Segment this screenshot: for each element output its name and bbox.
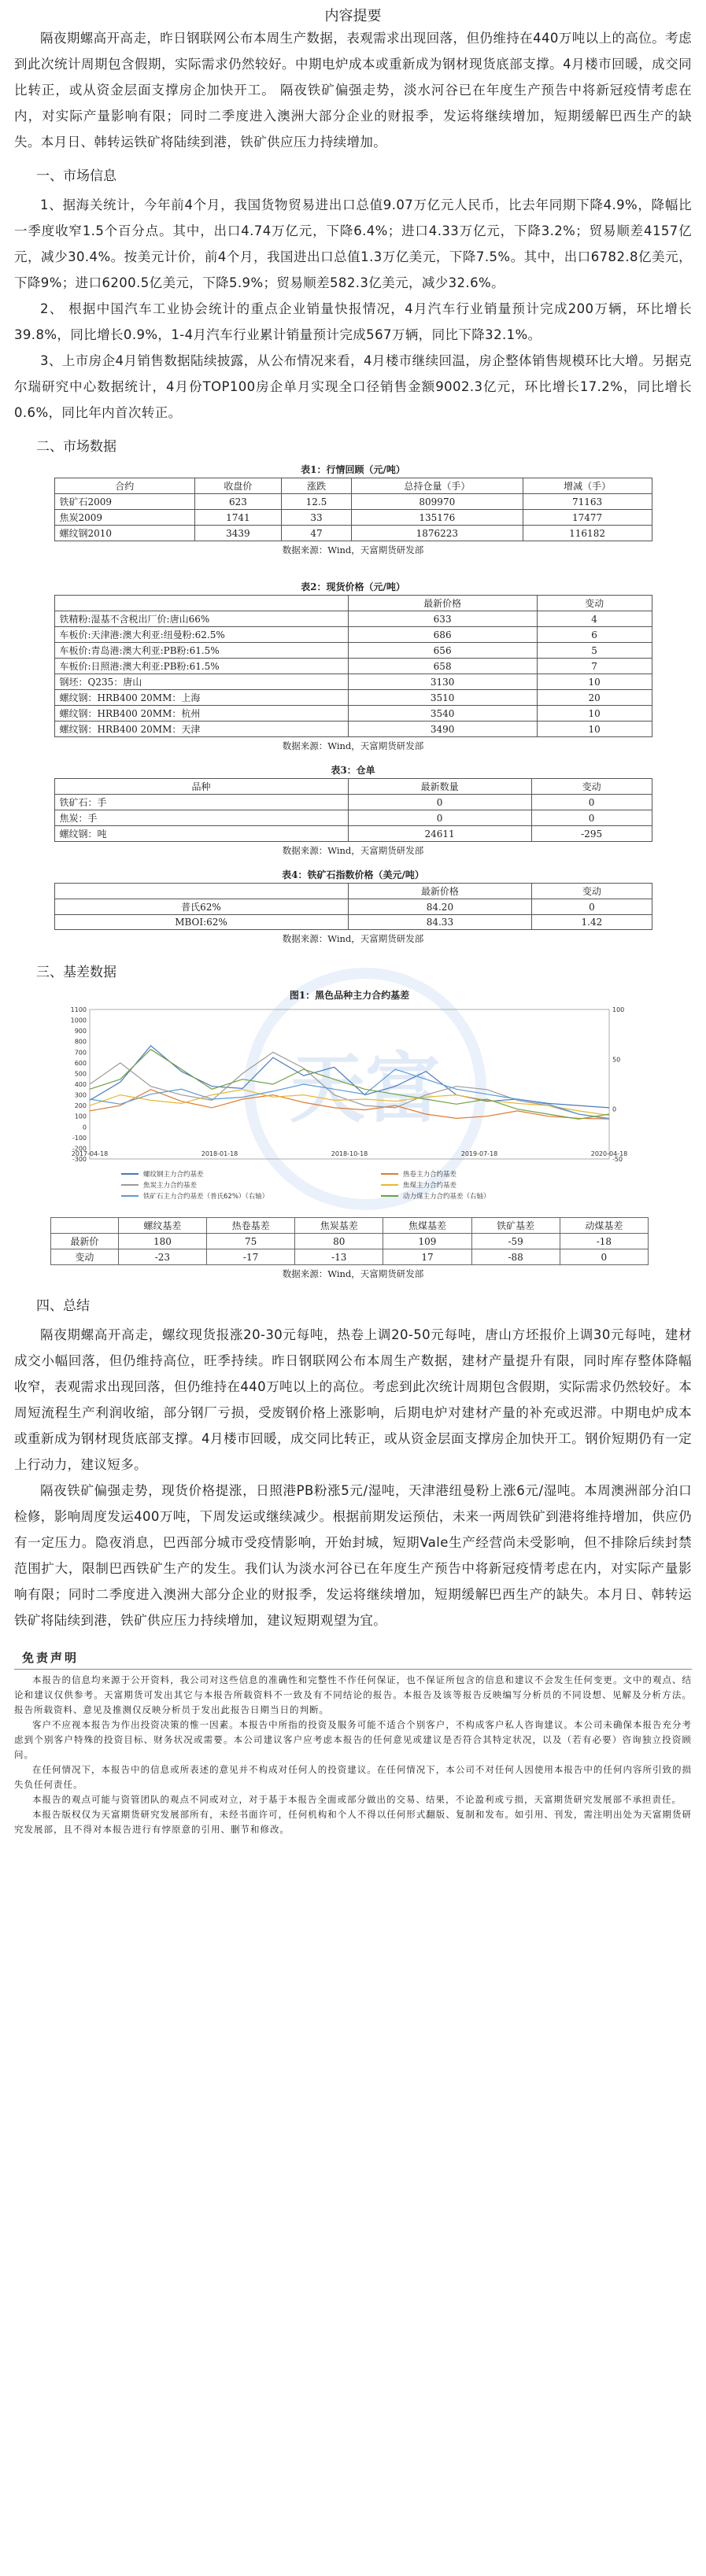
- table-cell: 0: [348, 810, 531, 826]
- disclaimer-paragraph: 本报告的观点可能与资管团队的观点不同或对立，对于基于本报告全面或部分做出的交易、结果，不论盈利或亏损，天富期货研究发展部不承担责任。: [32, 1794, 682, 1805]
- warehouse-receipt-table: [54, 778, 652, 842]
- legend-label: 焦煤主力合约基差: [403, 1182, 457, 1190]
- page-title: 内容提要: [324, 8, 382, 24]
- table-cell: MBOI:62%: [54, 915, 348, 930]
- iron-ore-index-table: [54, 883, 652, 930]
- table-cell: 3130: [348, 674, 537, 690]
- y-tick-label-right: 100: [612, 1006, 625, 1013]
- spot-price-table: [54, 595, 652, 737]
- section-heading-summary: 四、总结: [36, 1298, 90, 1314]
- table-cell: 12.5: [281, 494, 351, 510]
- table-cell: 最新价: [51, 1234, 119, 1249]
- legend-label: 焦炭主力合约基差: [143, 1182, 198, 1190]
- summary-paragraph: 隔夜铁矿偏强走势，现货价格提涨，日照港PB粉涨5元/湿吨，天津港纽曼粉上涨6元/湿吨。本周澳洲部分泊口检修，影响周度发运400万吨，下周发运或继续减少。根据前期发运预估，未来一两周铁矿到港将维持增加，供应仍有一定压力。隐夜消息，巴西部分城市受疫情影响，开始封城，短期Vale生产经营尚未受影响，但不排除后续封禁范围扩大，限制巴西铁矿生产的发生。我们认为淡水河谷已在年度生产预告中将新冠疫情考虑在内，对实际产量影响有限；同时二季度进入澳洲大部分企业的财报季，发运将继续增加，短期缓解巴西生产的缺失。本月日、韩转运铁矿将陆续到港，铁矿供应压力持续增加，建议短期观望为宜。: [14, 1483, 692, 1628]
- table-cell: -18: [560, 1234, 648, 1249]
- y-tick-label-left: 900: [74, 1028, 87, 1035]
- table-row: [54, 643, 652, 659]
- table-cell: 116182: [523, 526, 652, 541]
- table-header-cell: 增减（手）: [523, 478, 652, 494]
- y-tick-label-left: -100: [72, 1134, 87, 1142]
- table-cell: 铁矿石2009: [54, 494, 194, 510]
- table-cell: 螺纹钢2010: [54, 526, 194, 541]
- disclaimer-paragraph: 在任何情况下，本报告中的信息或所表述的意见并不构成对任何人的投资建议。在任何情况下，本公司不对任何人因使用本报告中的任何内容所引致的损失负任何责任。: [14, 1764, 692, 1790]
- table-cell: 车板价:青岛港:澳大利亚:PB粉:61.5%: [54, 643, 348, 659]
- table-cell: -88: [471, 1249, 560, 1265]
- table-header-cell: 最新数量: [348, 779, 531, 795]
- table-header-cell: 动煤基差: [560, 1218, 648, 1234]
- x-tick-label: 2020-04-18: [590, 1150, 628, 1157]
- table-cell: 84.33: [348, 915, 532, 930]
- table-cell: 623: [194, 494, 281, 510]
- table-header-row: [51, 1218, 649, 1234]
- table-cell: 10: [537, 722, 652, 737]
- table-header-cell: 螺纹基差: [118, 1218, 206, 1234]
- table-header-row: [54, 779, 652, 795]
- table-header-cell: [54, 596, 348, 611]
- table-header-cell: 收盘价: [194, 478, 281, 494]
- table-cell: 109: [383, 1234, 471, 1249]
- disclaimer-paragraph: 本报告的信息均来源于公开资料，我公司对这些信息的准确性和完整性不作任何保证，也不保证所包含的信息和建议不会发生任何变更。文中的观点、结论和建议仅供参考。天富期货可发出其它与本报告所载资料不一致及有不同结论的报告。本报告及该等报告反映编写分析员的不同设想、见解及分析方法。报告所载资料、意见及推测仅反映分析员于发出此报告日期当日的判断。: [14, 1674, 692, 1715]
- basis-chart: [50, 988, 649, 1217]
- table-cell: 0: [348, 795, 531, 810]
- table-cell: 17: [383, 1249, 471, 1265]
- disclaimer-title: 免责声明: [22, 1651, 79, 1665]
- table-row: [54, 526, 652, 541]
- table-cell: 47: [281, 526, 351, 541]
- divider: [14, 1669, 692, 1670]
- table-cell: -13: [295, 1249, 383, 1265]
- table-caption: 表2：现货价格（元/吨）: [301, 581, 405, 592]
- table-caption: 表1：行情回顾（元/吨）: [301, 464, 405, 475]
- table-cell: 0: [560, 1249, 648, 1265]
- legend-label: 铁矿石主力合约基差（普氏62%）（右轴）: [143, 1193, 269, 1201]
- market-info-paragraph: 1、据海关统计，今年前4个月，我国货物贸易进出口总值9.07万亿元人民币，比去年同期下降4.9%，降幅比一季度收窄1.5个百分点。其中，出口4.74万亿元，下降6.4%；进口4.33万亿元，下降3.2%；贸易顺差4157亿元，减少30.4%。按美元计价，前4个月，我国进出口总值1.3万亿美元，下降7.5%。其中，出口6782.8亿美元，下降9%；进口6200.5亿美元，下降5.9%；贸易顺差582.3亿美元，减少32.6%。: [14, 197, 692, 290]
- market-info-paragraph: 3、上市房企4月销售数据陆续披露，从公布情况来看，4月楼市继续回温，房企整体销售规模环比大增。另据克尔瑞研究中心数据统计，4月份TOP100房企单月实现全口径销售金额9002.3亿元，环比增长17.2%，同比增长0.6%，同比年内首次转正。: [14, 353, 692, 420]
- table-cell: 螺纹钢：HRB400 20MM：天津: [54, 722, 348, 737]
- table-cell: -23: [118, 1249, 206, 1265]
- table-cell: 0: [531, 795, 652, 810]
- table-cell: 180: [118, 1234, 206, 1249]
- table-cell: 84.20: [348, 899, 532, 915]
- table-cell: 螺纹钢：吨: [54, 826, 348, 842]
- y-tick-label-left: 700: [74, 1049, 87, 1057]
- legend-label: 螺纹钢主力合约基差: [143, 1171, 204, 1179]
- table-cell: 80: [295, 1234, 383, 1249]
- table-cell: 3510: [348, 690, 537, 706]
- table-cell: 3490: [348, 722, 537, 737]
- section-heading-market-data: 二、市场数据: [36, 439, 116, 455]
- legend-label: 动力煤主力合约基差（右轴）: [403, 1193, 490, 1201]
- legend-label: 热卷主力合约基差: [403, 1171, 457, 1179]
- table-row: [54, 494, 652, 510]
- table-cell: 135176: [352, 510, 523, 526]
- table-cell: 20: [537, 690, 652, 706]
- data-source: 数据来源：Wind，天富期货研发部: [282, 1268, 424, 1279]
- disclaimer: [14, 1649, 692, 1837]
- table-row: [51, 1234, 649, 1249]
- table-cell: 变动: [51, 1249, 119, 1265]
- table-cell: 633: [348, 611, 537, 627]
- table-cell: 24611: [348, 826, 531, 842]
- table-cell: 17477: [523, 510, 652, 526]
- y-tick-label-left: 300: [74, 1091, 87, 1099]
- table-cell: 71163: [523, 494, 652, 510]
- table-row: [54, 810, 652, 826]
- report: [14, 0, 692, 1837]
- table-row: [54, 510, 652, 526]
- table-row: [54, 915, 652, 930]
- x-tick-label: 2018-10-18: [331, 1150, 368, 1157]
- y-tick-label-left: 600: [74, 1059, 87, 1067]
- table-row: [54, 795, 652, 810]
- x-tick-label: 2018-01-18: [201, 1150, 238, 1157]
- table-header-cell: [51, 1218, 119, 1234]
- y-tick-label-left: -200: [72, 1145, 87, 1153]
- table-cell: 7: [537, 659, 652, 674]
- table-cell: 10: [537, 706, 652, 722]
- table-cell: 焦炭2009: [54, 510, 194, 526]
- data-source: 数据来源：Wind，天富期货研发部: [282, 845, 424, 856]
- table-cell: 焦炭：手: [54, 810, 348, 826]
- table-cell: 钢坯：Q235：唐山: [54, 674, 348, 690]
- table-cell: 螺纹钢：HRB400 20MM：杭州: [54, 706, 348, 722]
- data-source: 数据来源：Wind，天富期货研发部: [282, 933, 424, 944]
- table-header-cell: 铁矿基差: [471, 1218, 560, 1234]
- table-cell: 铁精粉:湿基不含税出厂价:唐山66%: [54, 611, 348, 627]
- table-caption: 表3：仓单: [331, 765, 375, 776]
- table-header-cell: [54, 884, 348, 899]
- table-header-row: [54, 596, 652, 611]
- table-cell: 普氏62%: [54, 899, 348, 915]
- table-cell: 1876223: [352, 526, 523, 541]
- y-tick-label-left: 1100: [70, 1006, 87, 1013]
- table-cell: 3540: [348, 706, 537, 722]
- table-header-cell: 最新价格: [348, 884, 532, 899]
- quote-review-table: [54, 478, 652, 541]
- y-tick-label-left: 200: [74, 1102, 87, 1110]
- table-header-cell: 品种: [54, 779, 348, 795]
- table-cell: -59: [471, 1234, 560, 1249]
- section-heading-basis: 三、基差数据: [36, 965, 116, 980]
- table-cell: 4: [537, 611, 652, 627]
- table-cell: 3439: [194, 526, 281, 541]
- y-tick-label-left: -300: [72, 1156, 87, 1163]
- table-row: [51, 1249, 649, 1265]
- table-cell: 33: [281, 510, 351, 526]
- series-line: [90, 1046, 609, 1108]
- disclaimer-paragraph: 客户不应视本报告为作出投资决策的惟一因素。本报告中所指的投资及服务可能不适合个别客户，不构成客户私人咨询建议。本公司未确保本报告充分考虑到个别客户特殊的投资目标、财务状况或需要。本公司建议客户应考虑本报告的任何意见或建议是否符合其特定状况，以及（若有必要）咨询独立投资顾问。: [14, 1719, 692, 1760]
- table-cell: 686: [348, 627, 537, 643]
- y-tick-label-left: 400: [74, 1081, 87, 1088]
- table-cell: 车板价:日照港:澳大利亚:PB粉:61.5%: [54, 659, 348, 674]
- data-source: 数据来源：Wind，天富期货研发部: [282, 544, 424, 555]
- table-cell: 6: [537, 627, 652, 643]
- table-header-cell: 变动: [531, 779, 652, 795]
- table-caption: 表4：铁矿石指数价格（美元/吨）: [282, 869, 424, 880]
- table-row: [54, 627, 652, 643]
- table-cell: 0: [531, 810, 652, 826]
- table-cell: 658: [348, 659, 537, 674]
- basis-chart-svg: [50, 1002, 649, 1214]
- section-heading-market-info: 一、市场信息: [36, 168, 116, 184]
- market-info-paragraph: 2、 根据中国汽车工业协会统计的重点企业销量快报情况，4月汽车行业销量预计完成200万辆，环比增长39.8%，同比增长0.9%，1-4月汽车行业累计销量预计完成567万辆，同比下降32.1%。: [14, 301, 692, 342]
- x-tick-label: 2017-04-18: [71, 1150, 109, 1157]
- table-cell: 5: [537, 643, 652, 659]
- table-cell: 螺纹钢：HRB400 20MM：上海: [54, 690, 348, 706]
- table-cell: 铁矿石：手: [54, 795, 348, 810]
- summary-paragraph: 隔夜期螺高开高走，昨日钢联网公布本周生产数据，表观需求出现回落，但仍维持在440万吨以上的高位。考虑到此次统计周期包含假期，实际需求仍然较好。中期电炉成本或重新成为钢材现货底部支撑。4月楼市回暖，成交同比转正，或从资金层面支撑房企加快开工。 隔夜铁矿偏强走势，淡水河谷已在年度生产预告中将新冠疫情考虑在内，对实际产量影响有限；同时二季度进入澳洲大部分企业的财报季，发运将继续增加，短期缓解巴西生产的缺失。本月日、韩转运铁矿将陆续到港，铁矿供应压力持续增加。: [14, 31, 692, 149]
- y-tick-label-right: -50: [612, 1156, 623, 1163]
- table-row: [54, 690, 652, 706]
- table-row: [54, 826, 652, 842]
- table-cell: 0: [532, 899, 652, 915]
- table-cell: 1.42: [532, 915, 652, 930]
- basis-table: [50, 1217, 649, 1265]
- chart-title: 图1：黑色品种主力合约基差: [289, 990, 410, 1001]
- table-header-cell: 合约: [54, 478, 194, 494]
- y-tick-label-left: 500: [74, 1070, 87, 1078]
- summary-paragraph: 隔夜期螺高开高走，螺纹现货报涨20-30元每吨，热卷上调20-50元每吨，唐山方坯报价上调30元每吨，建材成交小幅回落，但仍维持高位，旺季持续。昨日钢联网公布本周生产数据，建材产量提升有限，同时库存整体降幅收窄，表观需求出现回落，但仍维持在440万吨以上的高位。考虑到此次统计周期包含假期，实际需求仍然较好。本周短流程生产利润收缩，部分钢厂亏损，受废钢价格上涨影响，后期电炉对建材产量的补充或迟滞。中期电炉成本或重新成为钢材现货底部支撑。4月楼市回暖，成交同比转正，或从资金层面支撑房企加快开工。钢价短期仍有一定上行动力，建议短多。: [14, 1327, 692, 1472]
- y-tick-label-left: 0: [82, 1124, 87, 1131]
- watermark-logo: 天富: [244, 968, 486, 1210]
- y-tick-label-right: 0: [612, 1105, 617, 1113]
- table-row: [54, 722, 652, 737]
- y-tick-label-right: 50: [612, 1056, 621, 1064]
- x-tick-label: 2019-07-18: [460, 1150, 498, 1157]
- data-source: 数据来源：Wind，天富期货研发部: [282, 740, 424, 751]
- table-cell: -295: [531, 826, 652, 842]
- y-tick-label-left: 1000: [70, 1017, 87, 1024]
- table-row: [54, 899, 652, 915]
- disclaimer-paragraph: 本报告版权仅为天富期货研究发展部所有，未经书面许可，任何机构和个人不得以任何形式翻版、复制和发布。如引用、刊发，需注明出处为天富期货研究发展部，且不得对本报告进行有悖原意的引用、删节和修改。: [14, 1809, 692, 1835]
- table-header-cell: 焦煤基差: [383, 1218, 471, 1234]
- table-row: [54, 659, 652, 674]
- table-cell: 车板价:天津港:澳大利亚:纽曼粉:62.5%: [54, 627, 348, 643]
- table-header-cell: 涨跌: [281, 478, 351, 494]
- y-tick-label-left: 100: [74, 1113, 87, 1120]
- table-cell: 75: [206, 1234, 294, 1249]
- table-header-cell: 最新价格: [348, 596, 537, 611]
- table-cell: 809970: [352, 494, 523, 510]
- table-cell: 1741: [194, 510, 281, 526]
- table-cell: -17: [206, 1249, 294, 1265]
- y-tick-label-left: 800: [74, 1038, 87, 1046]
- table-header-cell: 变动: [532, 884, 652, 899]
- table-cell: 656: [348, 643, 537, 659]
- table-header-cell: 焦炭基差: [295, 1218, 383, 1234]
- table-header-cell: 变动: [537, 596, 652, 611]
- table-header-row: [54, 478, 652, 494]
- table-row: [54, 706, 652, 722]
- table-row: [54, 674, 652, 690]
- table-header-cell: 总持仓量（手）: [352, 478, 523, 494]
- table-header-cell: 热卷基差: [206, 1218, 294, 1234]
- table-header-row: [54, 884, 652, 899]
- table-row: [54, 611, 652, 627]
- table-cell: 10: [537, 674, 652, 690]
